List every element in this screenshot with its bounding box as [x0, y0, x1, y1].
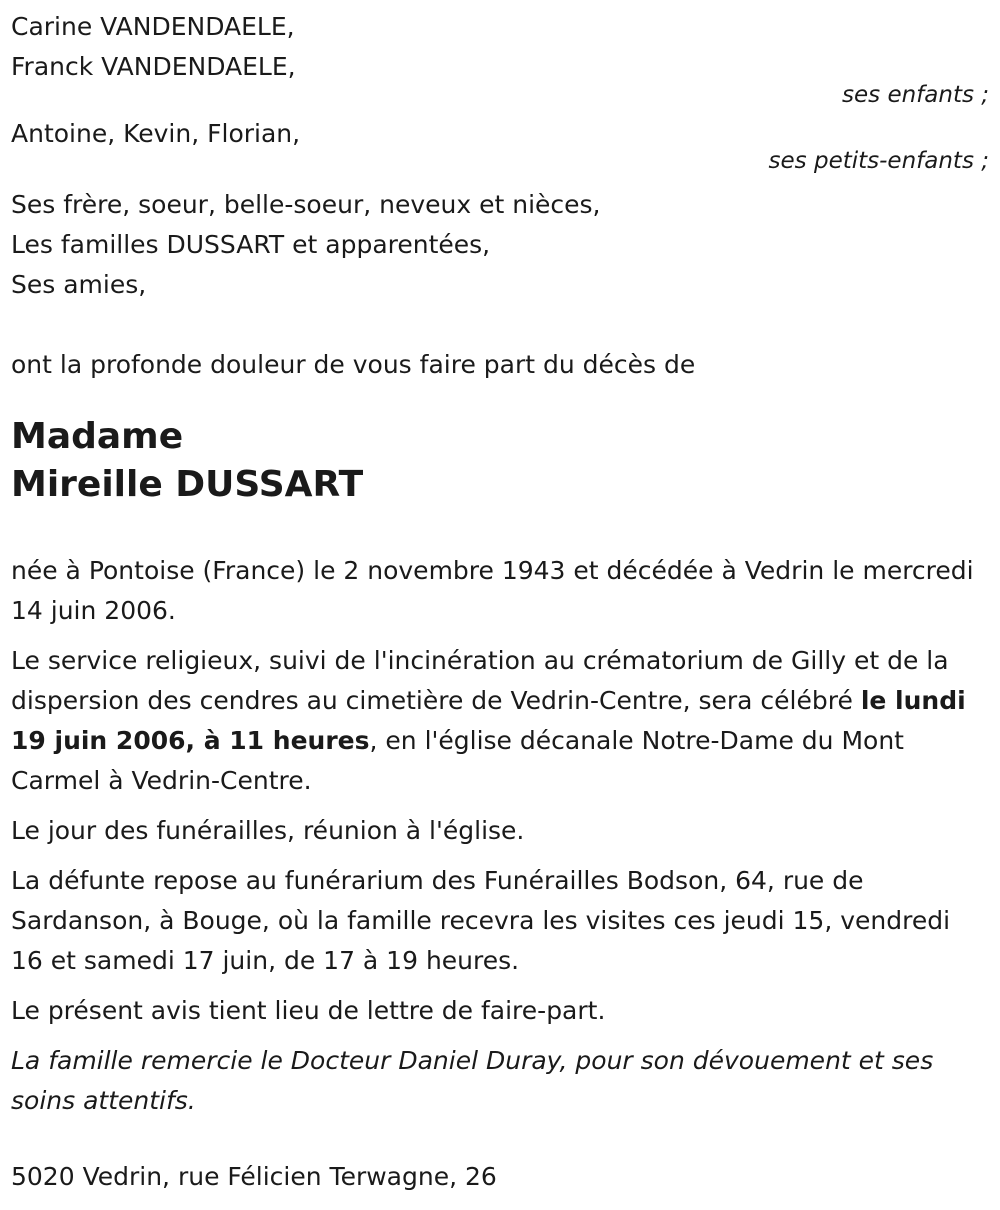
service-text-after: , en l'église décanale Notre-Dame du Mont Carmel à Vedrin-Centre. [11, 726, 904, 795]
meeting-paragraph: Le jour des funérailles, réunion à l'église. [11, 816, 525, 845]
funerarium-paragraph: La défunte repose au funérarium des Funérailles Bodson, 64, rue de Sardanson, à Bouge, où la famille recevra les visites ces jeudi 15, vendredi 16 et samedi 17 juin, de 17 à 19 heures. [11, 866, 951, 975]
child-name-1: Carine VANDENDAELE, [11, 12, 295, 41]
notice-paragraph: Le présent avis tient lieu de lettre de faire-part. [11, 996, 606, 1025]
deceased-name: Mireille DUSSART [11, 464, 364, 505]
grandchildren-names: Antoine, Kevin, Florian, [11, 119, 301, 148]
birth-death-paragraph: née à Pontoise (France) le 2 novembre 1943 et décédée à Vedrin le mercredi 14 juin 2006. [11, 556, 974, 625]
service-text-before: Le service religieux, suivi de l'incinération au crématorium de Gilly et de la dispersion des cendres au cimetière de Vedrin-Centre, sera célébré [11, 646, 949, 715]
grandchildren-role: ses petits-enfants ; [768, 148, 989, 174]
children-role: ses enfants ; [842, 82, 989, 108]
families-line: Les familles DUSSART et apparentées, [11, 230, 491, 259]
announcement-line: ont la profonde douleur de vous faire part du décès de [11, 350, 696, 379]
service-paragraph [11, 641, 989, 801]
child-name-2: Franck VANDENDAELE, [11, 52, 296, 81]
relatives-line: Ses frère, soeur, belle-soeur, neveux et nièces, [11, 190, 601, 219]
address-line: 5020 Vedrin, rue Félicien Terwagne, 26 [11, 1162, 497, 1191]
service-date: le lundi 19 juin 2006, à 11 heures [11, 686, 966, 755]
deceased-title: Madame [11, 416, 184, 457]
friends-line: Ses amies, [11, 270, 147, 299]
obituary-notice [11, 0, 989, 1197]
thanks-paragraph: La famille remercie le Docteur Daniel Duray, pour son dévouement et ses soins attentifs. [11, 1046, 934, 1115]
